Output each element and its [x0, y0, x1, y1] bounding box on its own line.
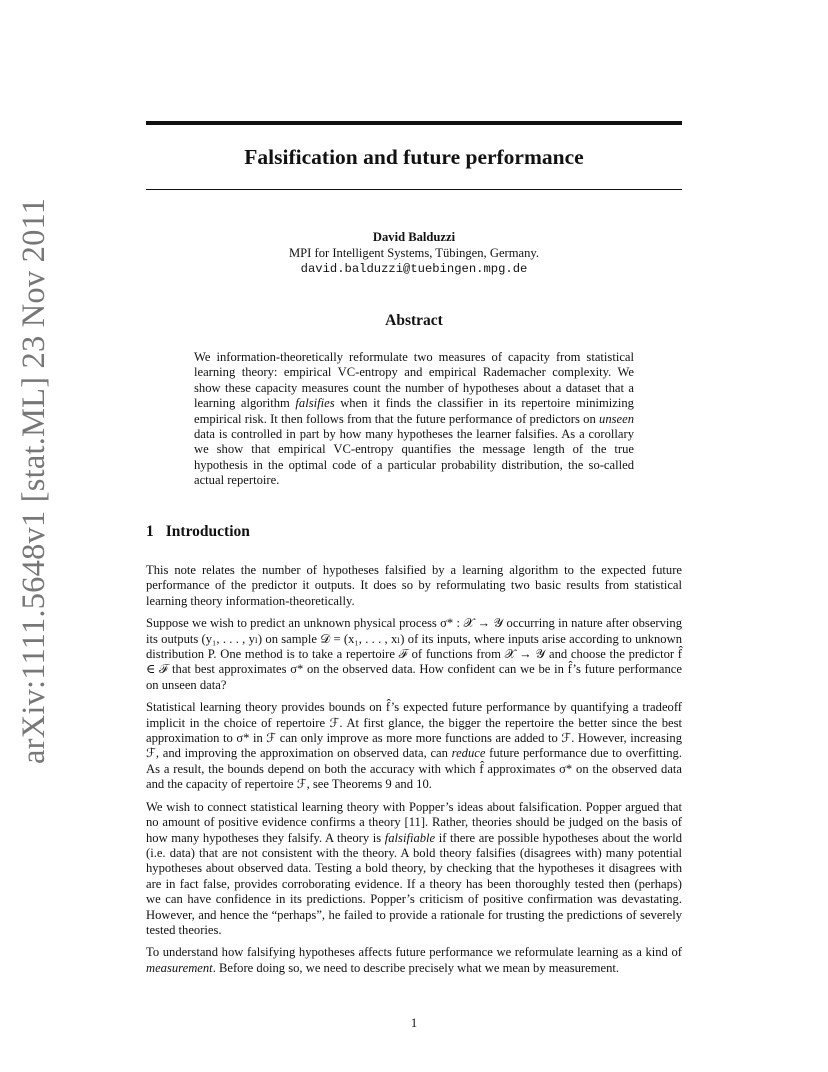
paragraph-text: We wish to connect statistical learning theory with Popper’s ideas about falsification. Popper argued that no amount of positive evidence confirms a theory [11]. Rather, theories should be judged on the basis of how many hypotheses they falsify. A theory is: [146, 799, 682, 845]
abstract-heading: Abstract: [385, 312, 443, 329]
page-number: 1: [410, 1016, 418, 1030]
paragraph-text: To understand how falsifying hypotheses affects future performance we reformulate learning as a kind of: [146, 945, 682, 960]
arxiv-identifier-stamp: arXiv:1111.5648v1 [stat.ML] 23 Nov 2011: [16, 197, 52, 764]
author-block: [146, 229, 682, 277]
paragraph-1: This note relates the number of hypotheses falsified by a learning algorithm to the expected future performance of the predictor it outputs. It does so by reformulating two basic results from statistical learning theory information-theoretically.: [146, 563, 682, 608]
paragraph-text: future performance due to overfitting. As a result, the bounds depend on both the accuracy with which f̂ approximates σ* on the observed data and the capacity of repertoire ℱ, see Theorems 9 and 10.: [146, 746, 682, 792]
abstract-emphasis: falsifies: [295, 396, 335, 411]
abstract-text: when it finds the classifier in its repertoire minimizing empirical risk. It then follows from that the future performance of predictors on: [194, 396, 634, 426]
abstract-text: We information-theoretically reformulate two measures of capacity from statistical learning theory: empirical VC-entropy and empirical Rademacher complexity. We show these capacity measures count the number of hypotheses about a dataset that a learning algorithm: [194, 350, 634, 411]
author-affiliation: MPI for Intelligent Systems, Tübingen, Germany.: [288, 246, 540, 260]
paragraph-emphasis: falsifiable: [384, 830, 436, 845]
abstract-body: [194, 350, 634, 489]
paragraph-emphasis: measurement: [146, 960, 213, 975]
abstract-text: data is controlled in part by how many hypotheses the learner falsifies. As a corollary we show that empirical VC-entropy quantifies the message length of the true hypothesis in the optimal code of a particular probability distribution, the so-called actual repertoire.: [194, 427, 634, 488]
title-top-rule: [146, 121, 682, 125]
section-heading: [146, 523, 250, 541]
paper-title: Falsification and future performance: [244, 145, 584, 169]
title-bottom-rule: [146, 189, 682, 190]
paragraph-emphasis: reduce: [451, 746, 486, 761]
paragraph-4: [146, 800, 682, 939]
main-text: [146, 563, 682, 983]
paragraph-3: [146, 700, 682, 792]
abstract-emphasis: unseen: [599, 411, 634, 426]
paragraph-2: Suppose we wish to predict an unknown physical process σ* : 𝒳 → 𝒴 occurring in nature after observing its outputs (y₁, . . . , yₗ) on sample 𝒟 = (x₁, . . . , xₗ) of its inputs, where inputs arise according to unknown distribution P. One method is to take a repertoire ℱ of functions from 𝒳 → 𝒴 and choose the predictor f̂ ∈ ℱ that best approximates σ* on the observed data. How confident can we be in f̂’s future performance on unseen data?: [146, 616, 682, 692]
section-number: 1: [146, 523, 154, 540]
author-email: david.balduzzi@tuebingen.mpg.de: [300, 262, 528, 276]
paragraph-5: [146, 945, 682, 976]
paragraph-text: if there are possible hypotheses about the world (i.e. data) that are not consistent with the theory. A bold theory falsifies (disagrees with) many potential hypotheses about observed data. Testing a bold theory, by checking that the hypotheses it disagrees with are in fact false, provides corroborating evidence. If a theory has been thoroughly tested then (perhaps) we can have confidence in its predictions. Popper’s criticism of positive confirmation was devastating. However, and hence the “perhaps”, he failed to provide a rationale for trusting the predictions of severely tested theories.: [146, 830, 682, 937]
paragraph-text: . Before doing so, we need to describe precisely what we mean by measurement.: [212, 960, 620, 975]
author-name: David Balduzzi: [372, 230, 456, 244]
section-title: Introduction: [165, 523, 250, 540]
paragraph-text: Statistical learning theory provides bounds on f̂’s expected future performance by quantifying a tradeoff implicit in the choice of repertoire ℱ. At first glance, the bigger the repertoire the better since the best approximation to σ* in ℱ can only improve as more more functions are added to ℱ. However, increasing ℱ, and improving the approximation on observed data, can: [146, 700, 682, 761]
